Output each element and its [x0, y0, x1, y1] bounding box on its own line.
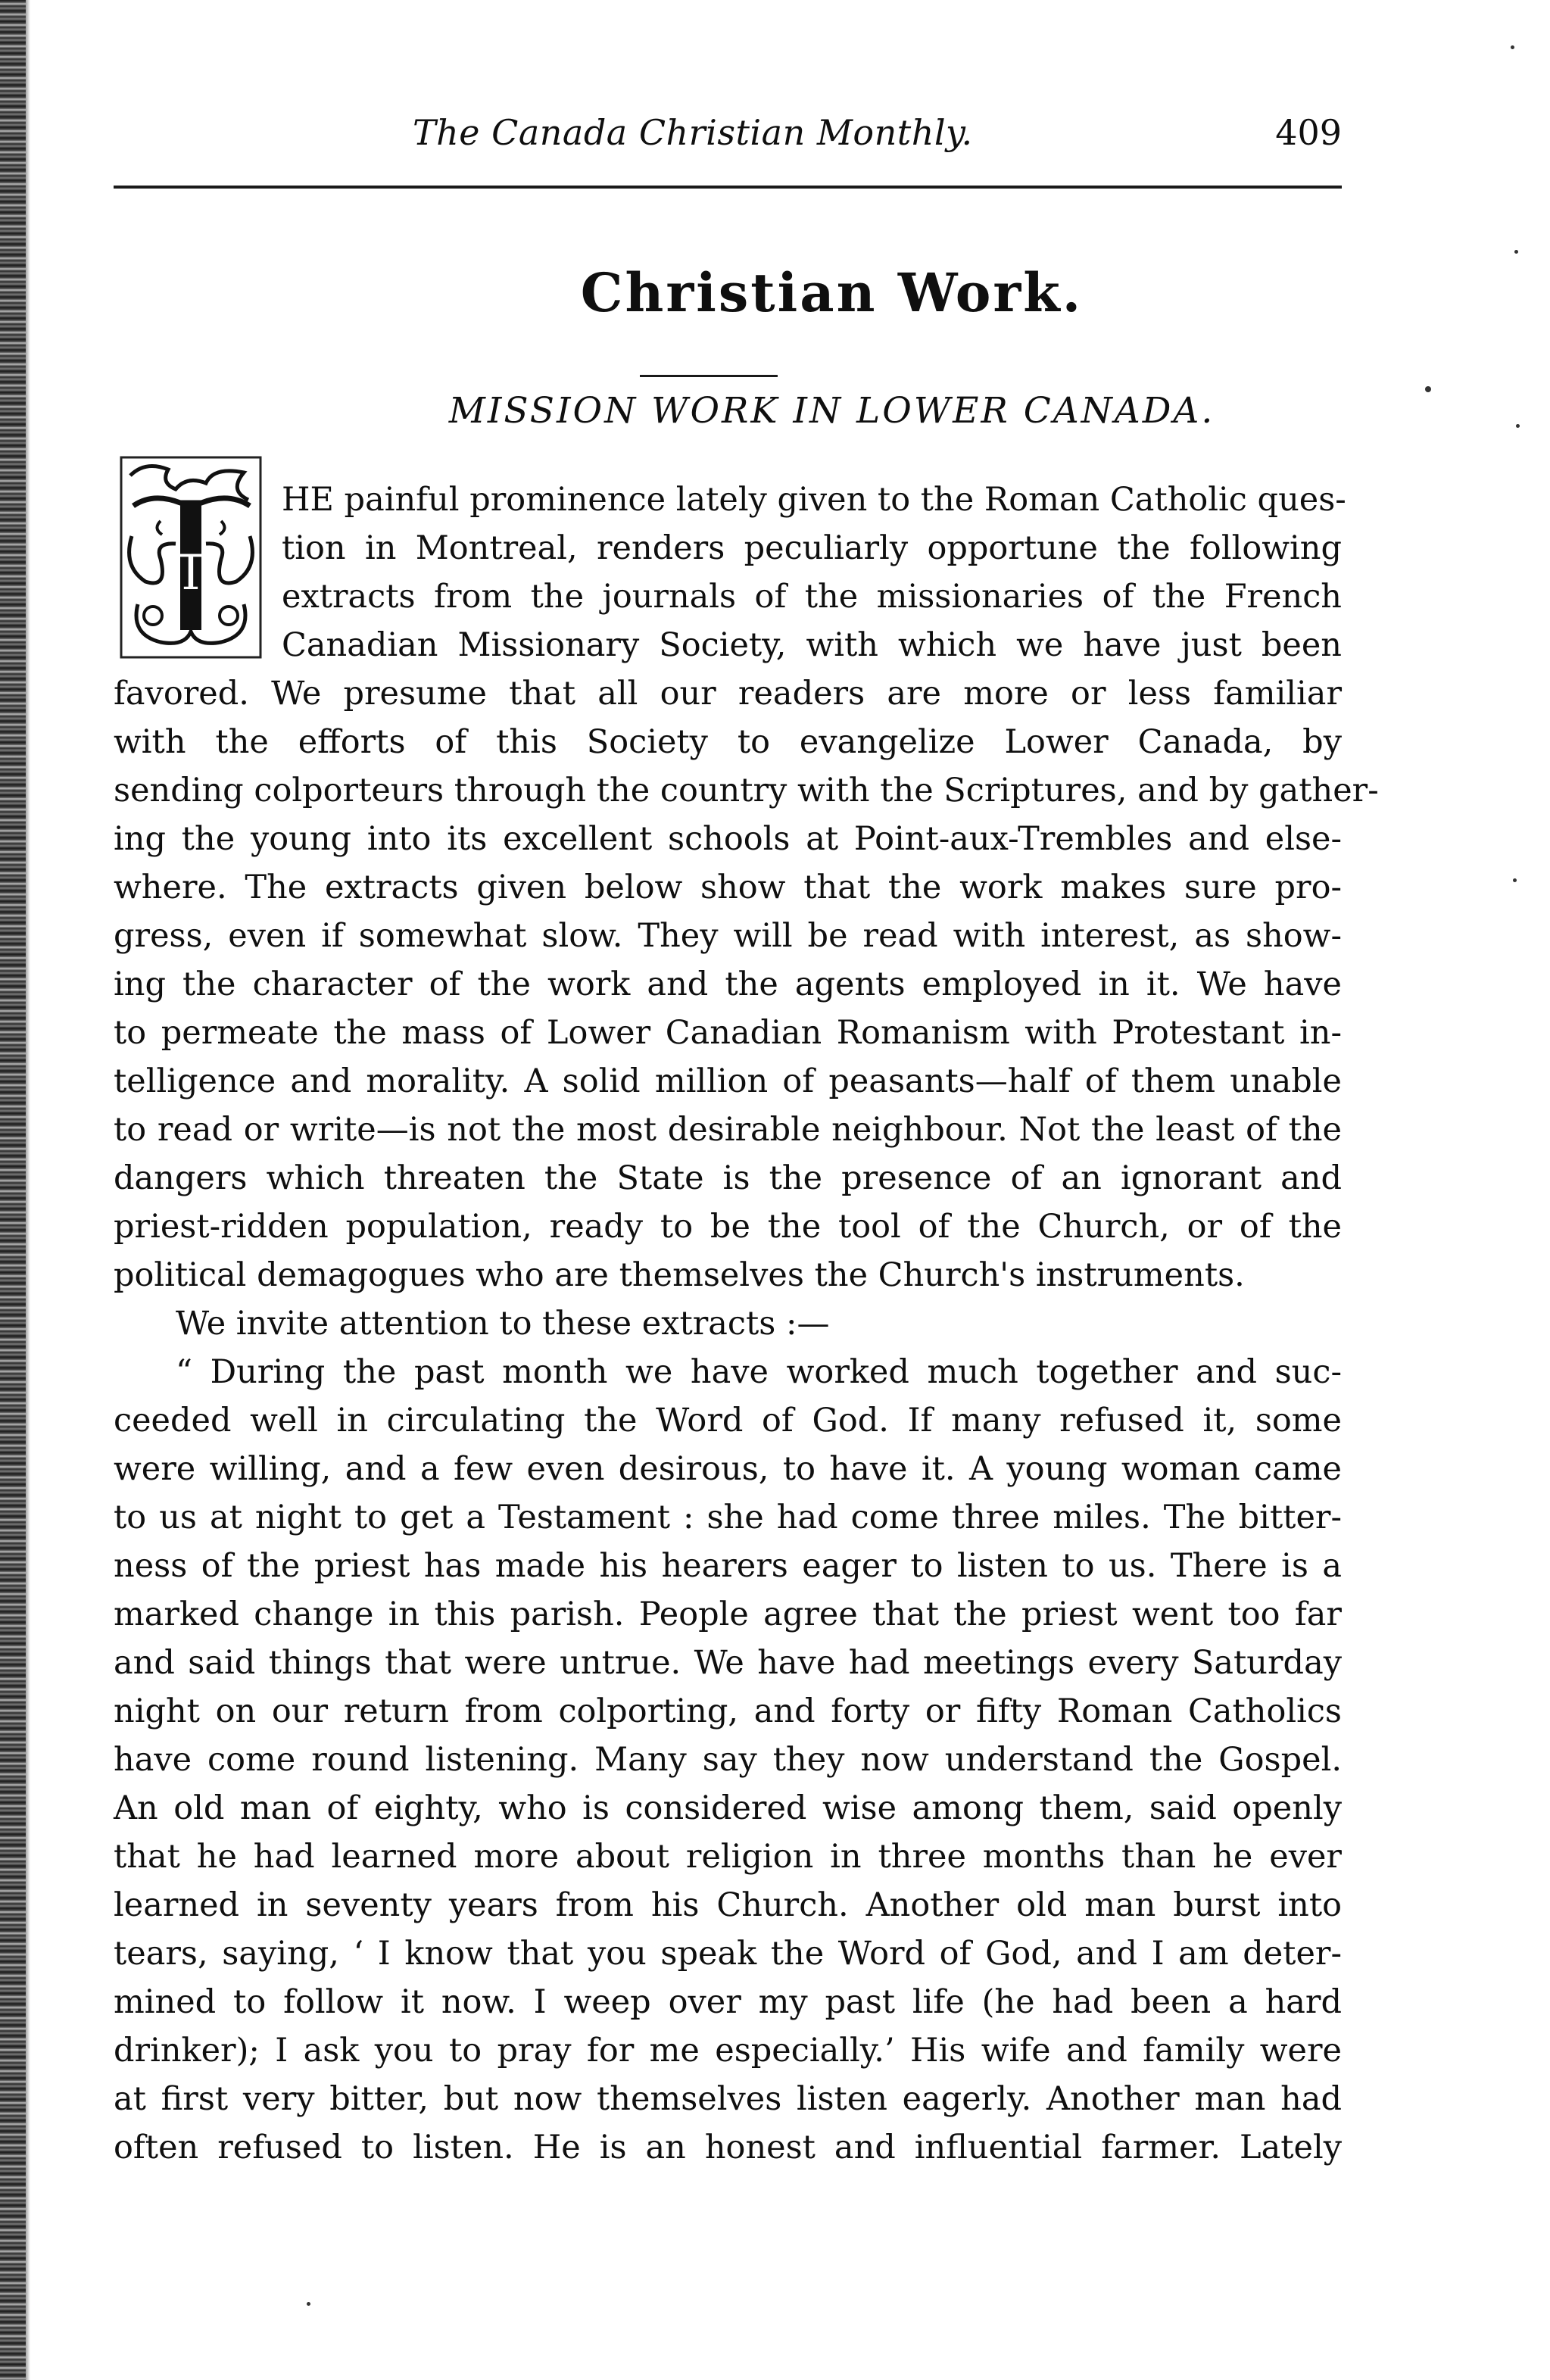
scanned-binding-edge	[0, 0, 26, 2380]
article-heading: MISSION WORK IN LOWER CANADA.	[448, 390, 1215, 432]
text-line: mined to follow it now. I weep over my past life (he had been a hard	[114, 1983, 1342, 2021]
text-line: ceeded well in circulating the Word of God. If many refused it, some	[114, 1402, 1342, 1440]
running-header	[114, 106, 1342, 159]
text-line: priest-ridden population, ready to be the tool of the Church, or of the	[114, 1208, 1342, 1246]
scan-speck	[1513, 878, 1517, 882]
scan-speck	[1514, 250, 1518, 254]
text-line: where. The extracts given below show that the work makes sure pro-	[114, 869, 1342, 906]
scan-speck	[1516, 424, 1520, 428]
text-line: to permeate the mass of Lower Canadian Romanism with Protestant in-	[114, 1014, 1342, 1052]
text-line: ness of the priest has made his hearers eager to listen to us. There is a	[114, 1547, 1342, 1585]
text-line: favored. We presume that all our readers are more or less familiar	[114, 675, 1342, 713]
text-line: and said things that were untrue. We have had meetings every Saturday	[114, 1644, 1342, 1682]
text-line: Canadian Missionary Society, with which we have just been	[282, 626, 1342, 664]
text-line: at first very bitter, but now themselves listen eagerly. Another man had	[114, 2080, 1342, 2118]
text-line: drinker); I ask you to pray for me especially.’ His wife and family were	[114, 2032, 1342, 2070]
text-line: telligence and morality. A solid million of peasants—half of them unable	[114, 1062, 1342, 1100]
running-title: The Canada Christian Monthly.	[413, 112, 973, 153]
text-line: An old man of eighty, who is considered wise among them, said openly	[114, 1789, 1342, 1827]
drop-cap-ornament	[115, 453, 267, 663]
text-line: have come round listening. Many say they now understand the Gospel.	[114, 1741, 1342, 1779]
text-line: “ During the past month we have worked much together and suc-	[176, 1353, 1342, 1391]
scan-speck	[1511, 45, 1514, 49]
title-rule	[640, 375, 778, 377]
text-line: to us at night to get a Testament : she had come three miles. The bitter-	[114, 1499, 1342, 1536]
text-line: tears, saying, ‘ I know that you speak the Word of God, and I am deter-	[114, 1935, 1342, 1973]
text-line: sending colporteurs through the country with the Scriptures, and by gather-	[114, 772, 1379, 809]
text-line: to read or write—is not the most desirable neighbour. Not the least of the	[114, 1111, 1342, 1149]
text-line: gress, even if somewhat slow. They will be read with interest, as show-	[114, 917, 1342, 955]
drop-cap-letter: T	[174, 545, 207, 601]
text-line: dangers which threaten the State is the presence of an ignorant and	[114, 1159, 1342, 1197]
text-line: ing the character of the work and the agents employed in it. We have	[114, 965, 1342, 1003]
text-line: We invite attention to these extracts :—	[176, 1305, 830, 1343]
text-line: tion in Montreal, renders peculiarly opportune the following	[282, 529, 1342, 567]
text-line: HE painful prominence lately given to the Roman Catholic ques-	[282, 481, 1346, 519]
text-line: that he had learned more about religion in three months than he ever	[114, 1838, 1342, 1876]
text-line: with the efforts of this Society to evangelize Lower Canada, by	[114, 723, 1342, 761]
text-line: were willing, and a few even desirous, to have it. A young woman came	[114, 1450, 1342, 1488]
text-line: extracts from the journals of the missionaries of the French	[282, 578, 1342, 616]
section-title: Christian Work.	[580, 261, 1084, 324]
scan-speck	[307, 2302, 310, 2306]
text-line: learned in seventy years from his Church. Another old man burst into	[114, 1886, 1342, 1924]
text-line: often refused to listen. He is an honest and influential farmer. Lately	[114, 2129, 1342, 2166]
text-line: political demagogues who are themselves the Church's instruments.	[114, 1256, 1245, 1294]
header-rule	[114, 186, 1342, 189]
text-line: marked change in this parish. People agree that the priest went too far	[114, 1596, 1342, 1633]
page-number: 409	[1275, 112, 1342, 153]
ornamental-letter-t	[115, 453, 267, 663]
text-line: night on our return from colporting, and forty or fifty Roman Catholics	[114, 1692, 1342, 1730]
text-line: ing the young into its excellent schools at Point-aux-Trembles and else-	[114, 820, 1342, 858]
scan-speck	[1425, 386, 1431, 392]
